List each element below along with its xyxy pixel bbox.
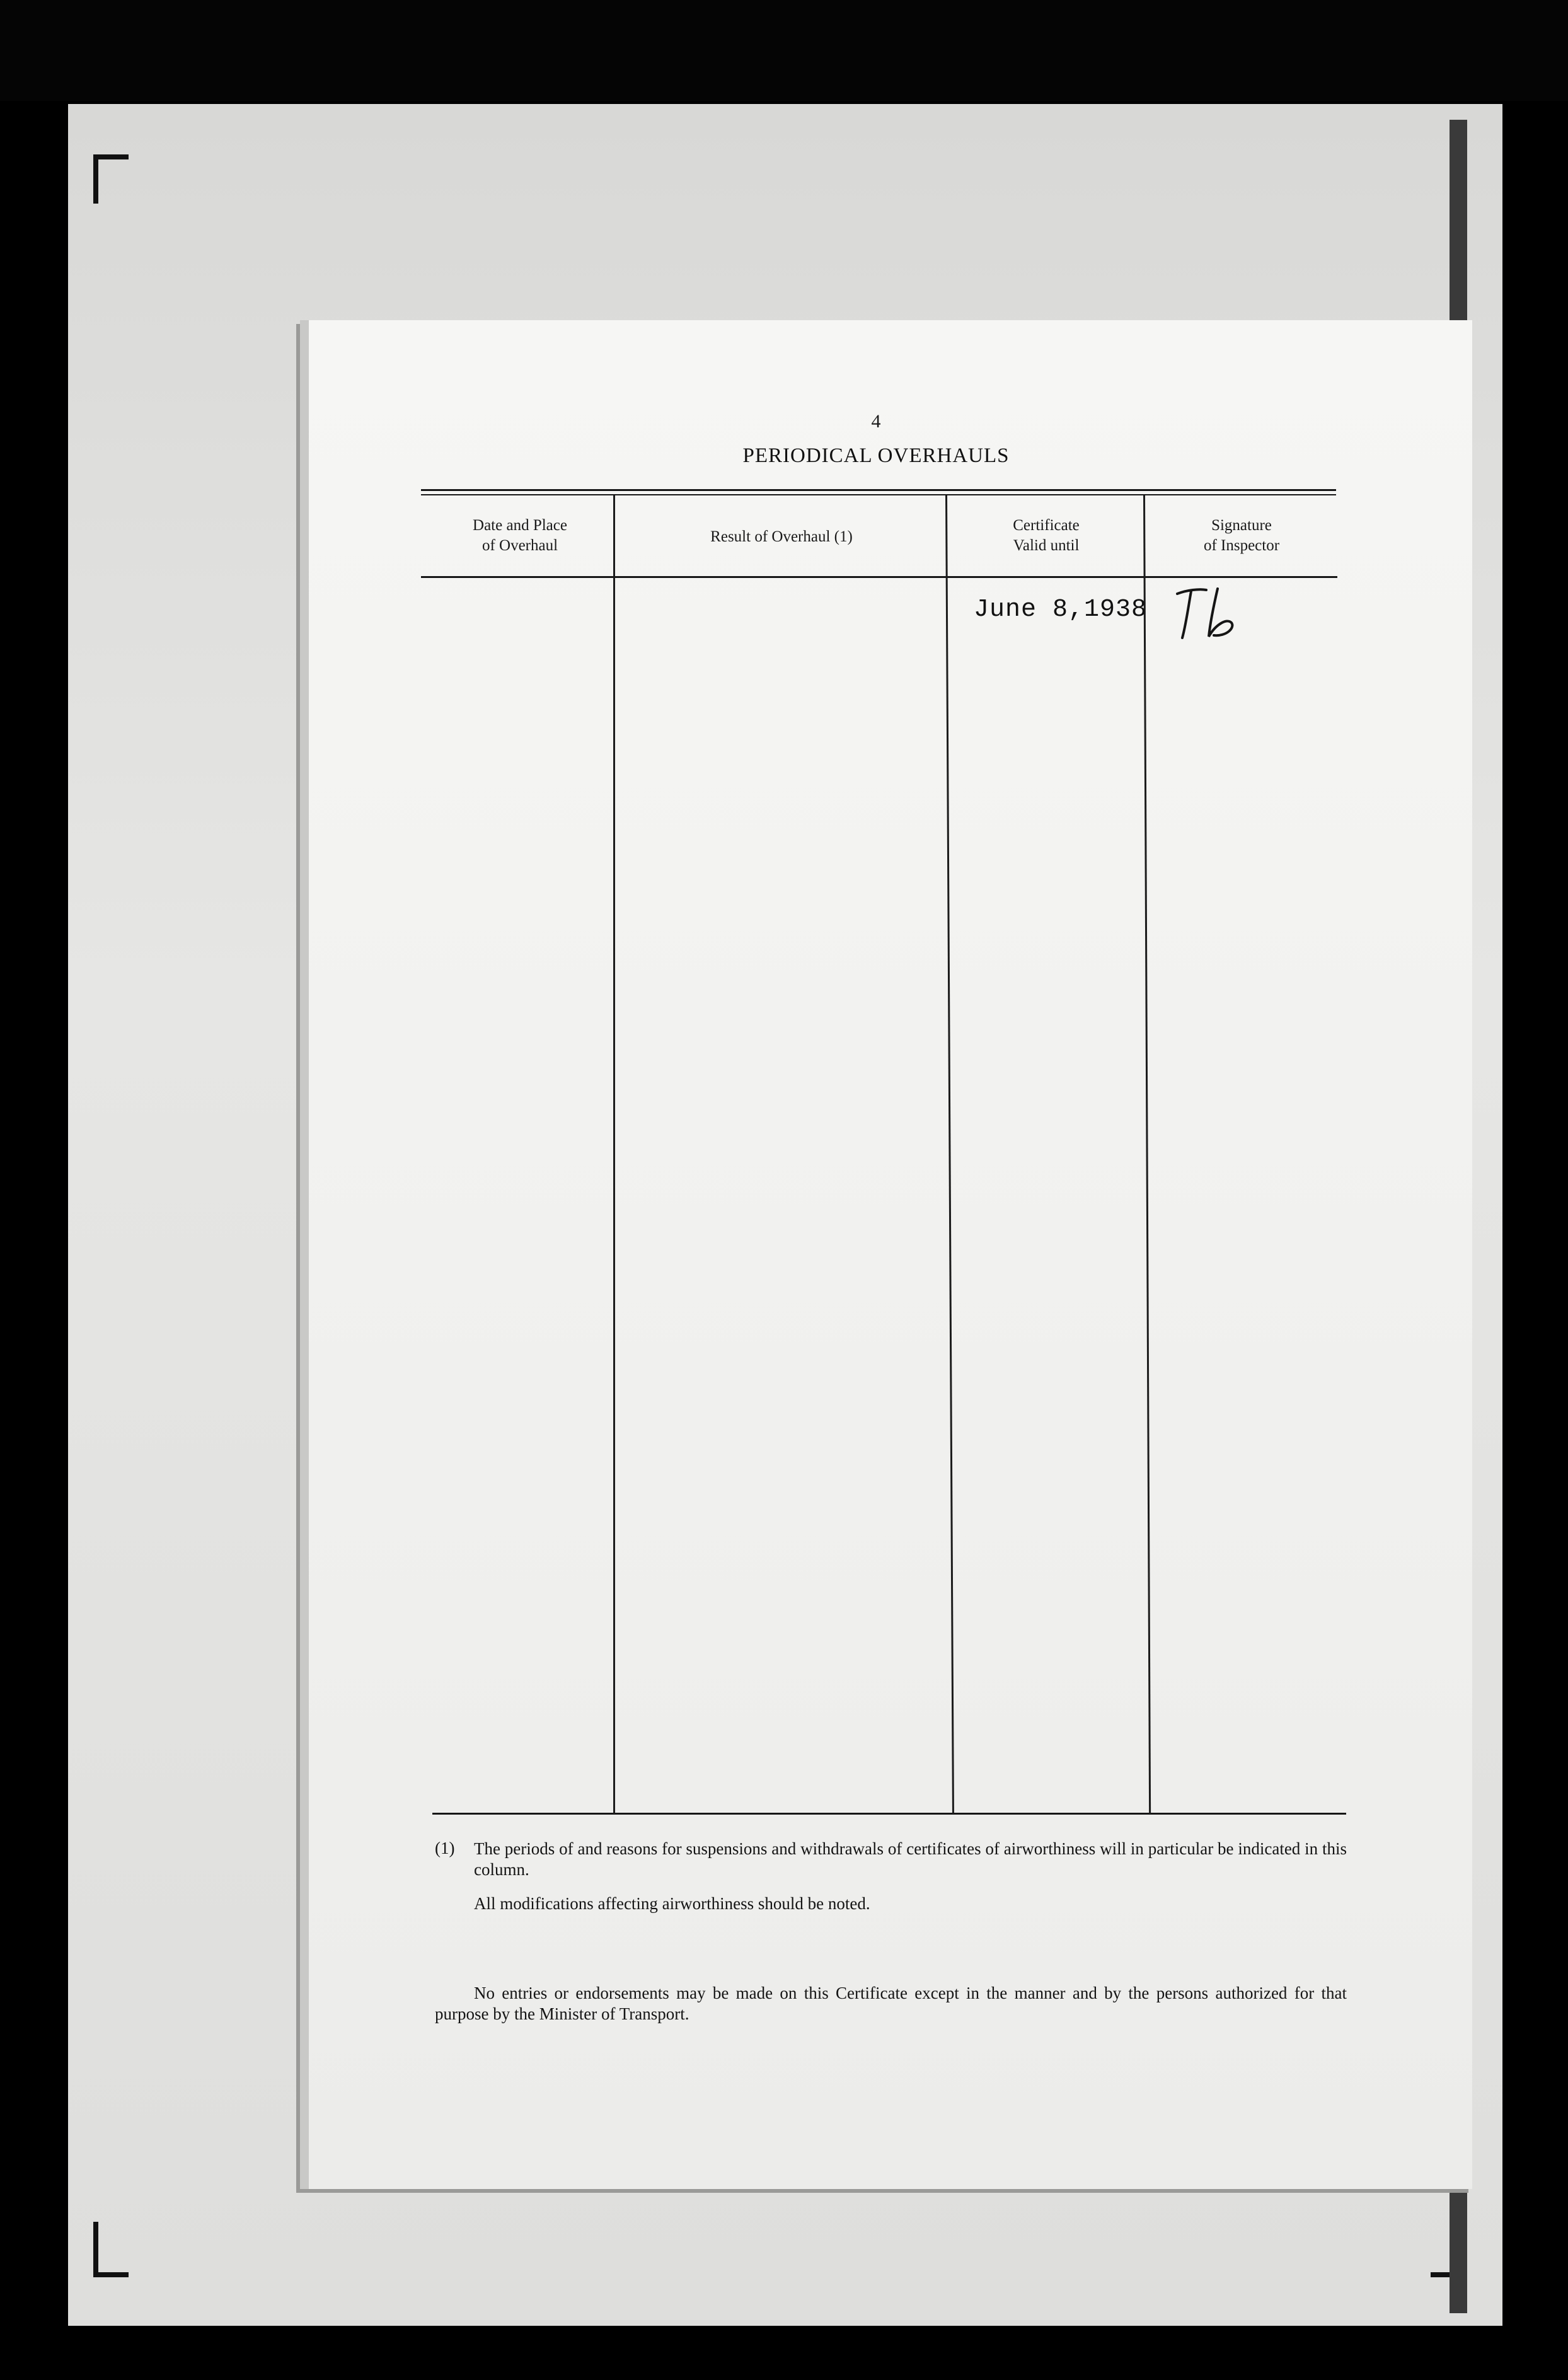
column-header-line: Date and Place bbox=[473, 517, 567, 534]
crop-mark-top-left bbox=[93, 154, 129, 204]
footnote-2: All modifications affecting airworthiness should be noted. bbox=[474, 1894, 870, 1913]
column-header-result bbox=[624, 527, 939, 547]
column-header-line: of Overhaul bbox=[481, 537, 558, 554]
table-top-rule-inner bbox=[421, 494, 1336, 495]
inspector-signature bbox=[1173, 586, 1249, 646]
column-header-line: Valid until bbox=[1013, 537, 1080, 554]
column-header-date-place bbox=[435, 516, 605, 556]
column-header-line: Certificate bbox=[1013, 517, 1080, 534]
page-title: PERIODICAL OVERHAULS bbox=[742, 444, 1010, 467]
column-divider-1 bbox=[613, 495, 615, 1814]
table-top-rule bbox=[421, 489, 1336, 491]
footnote-marker: (1) bbox=[435, 1839, 455, 1857]
footnote-1: The periods of and reasons for suspensions and withdrawals of certificates of airworthiness will in particular be indicated in this column. bbox=[474, 1839, 1347, 1879]
column-header-line: of Inspector bbox=[1203, 537, 1280, 554]
column-header-signature bbox=[1150, 516, 1333, 556]
film-border-top bbox=[0, 0, 1568, 101]
column-header-certificate-valid bbox=[952, 516, 1141, 556]
page-number: 4 bbox=[871, 411, 881, 432]
footnote-3: No entries or endorsements may be made on this Certificate except in the manner and by the persons authorized for that purpose by the Minister of Transport. bbox=[435, 1984, 1347, 2023]
column-header-line: Signature bbox=[1211, 517, 1272, 534]
column-header-line: Result of Overhaul (1) bbox=[710, 528, 853, 545]
crop-mark-bottom-left bbox=[93, 2222, 129, 2277]
certificate-valid-until-date: June 8,1938 bbox=[974, 596, 1148, 624]
table-header-rule bbox=[421, 576, 1337, 578]
table-bottom-rule bbox=[432, 1813, 1346, 1815]
